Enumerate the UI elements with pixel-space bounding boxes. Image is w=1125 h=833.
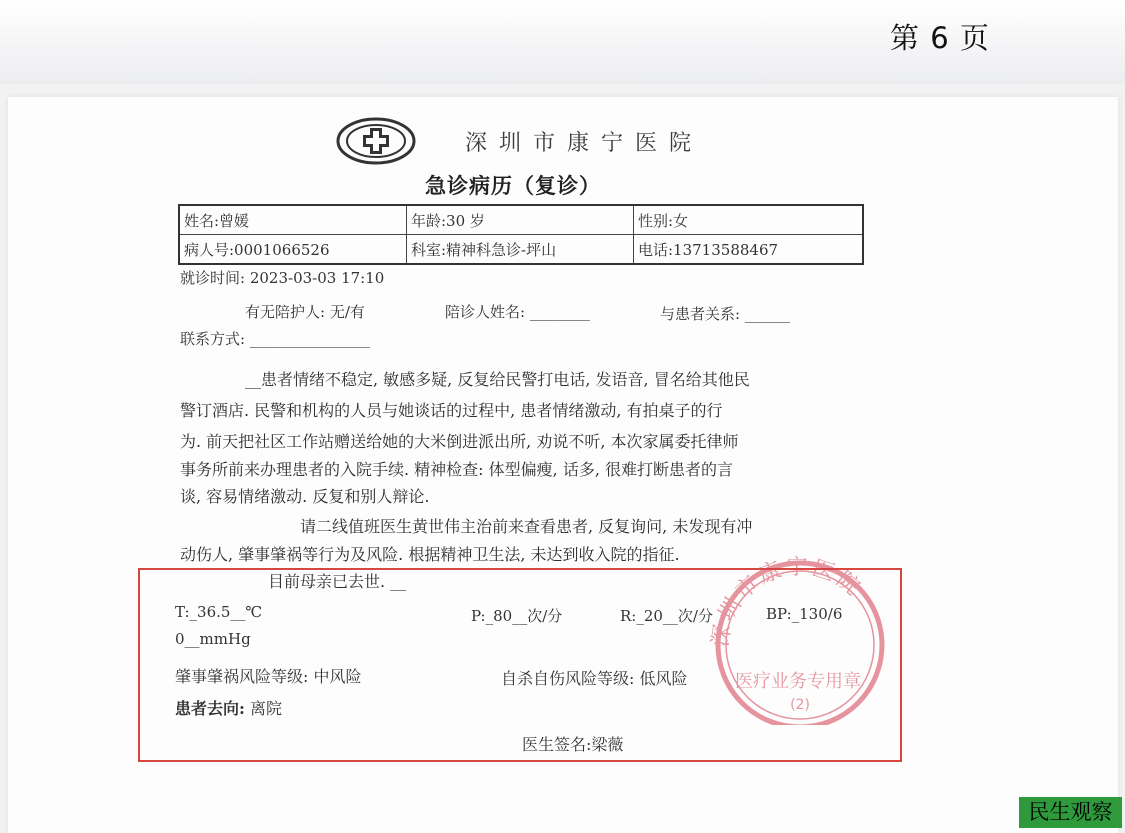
- companion-relationship: 与患者关系: ______: [660, 305, 790, 323]
- patient-id: 病人号:0001066526: [179, 235, 407, 265]
- doctor-signature: 医生签名:梁薇: [522, 735, 624, 754]
- companion-name: 陪诊人姓名: ________: [445, 303, 590, 321]
- patient-gender: 性别:女: [634, 205, 864, 235]
- watermark-label: 民生观察: [1019, 797, 1122, 828]
- disposition-value: 离院: [250, 699, 283, 718]
- patient-age: 年龄:30 岁: [407, 205, 634, 235]
- narrative-line: 请二线值班医生黄世伟主治前来查看患者, 反复询问, 未发现有冲: [300, 517, 753, 536]
- vital-respiration: R:_20__次/分: [620, 607, 713, 625]
- record-title: 急诊病历（复诊）: [425, 173, 601, 198]
- vital-temperature: T:_36.5__℃: [175, 603, 263, 621]
- visit-time: 就诊时间: 2023-03-03 17:10: [180, 269, 385, 287]
- narrative-line: 为. 前天把社区工作站赠送给她的大米倒进派出所, 劝说不听, 本次家属委托律师: [180, 432, 739, 451]
- companion-contact: 联系方式: ________________: [180, 330, 370, 348]
- disposition-label: 患者去向:: [175, 699, 245, 718]
- hospital-name: 深圳市康宁医院: [465, 131, 704, 156]
- incident-risk: 肇事肇祸风险等级: 中风险: [175, 667, 362, 686]
- svg-text:深圳市康宁医院: 深圳市康宁医院: [708, 554, 867, 649]
- hospital-logo-icon: [335, 116, 417, 166]
- narrative-line: 目前母亲已去世. __: [268, 572, 407, 591]
- stamp-number: (2): [790, 697, 810, 713]
- hospital-seal-stamp: [700, 545, 900, 725]
- narrative-line: 谈, 容易情绪激动. 反复和别人辩论.: [180, 487, 430, 506]
- narrative-line: 事务所前来办理患者的入院手续. 精神检查: 体型偏瘦, 话多, 很难打断患者的言: [180, 460, 733, 479]
- vital-bp-continued: 0__mmHg: [175, 630, 251, 648]
- stamp-text: 医疗业务专用章: [735, 671, 861, 692]
- page-number: 第 6 页: [890, 21, 990, 55]
- department: 科室:精神科急诊-坪山: [407, 235, 634, 265]
- self-harm-risk: 自杀自伤风险等级: 低风险: [501, 669, 688, 688]
- disposition: [175, 696, 282, 719]
- narrative-line: 警订酒店. 民警和机构的人员与她谈话的过程中, 患者情绪激动, 有拍桌子的行: [180, 401, 723, 420]
- vital-pulse: P:_80__次/分: [471, 607, 563, 625]
- patient-phone: 电话:13713588467: [634, 235, 864, 265]
- patient-name: 姓名:曾媛: [179, 205, 407, 235]
- narrative-line: 动伤人, 肇事肇祸等行为及风险. 根据精神卫生法, 未达到收入院的指征.: [180, 545, 680, 564]
- companion-flag: 有无陪护人: 无/有: [245, 303, 365, 321]
- patient-info-table: [178, 204, 864, 265]
- vital-bp: BP:_130/6: [766, 605, 843, 623]
- narrative-line: __患者情绪不稳定, 敏感多疑, 反复给民警打电话, 发语音, 冒名给其他民: [245, 370, 750, 389]
